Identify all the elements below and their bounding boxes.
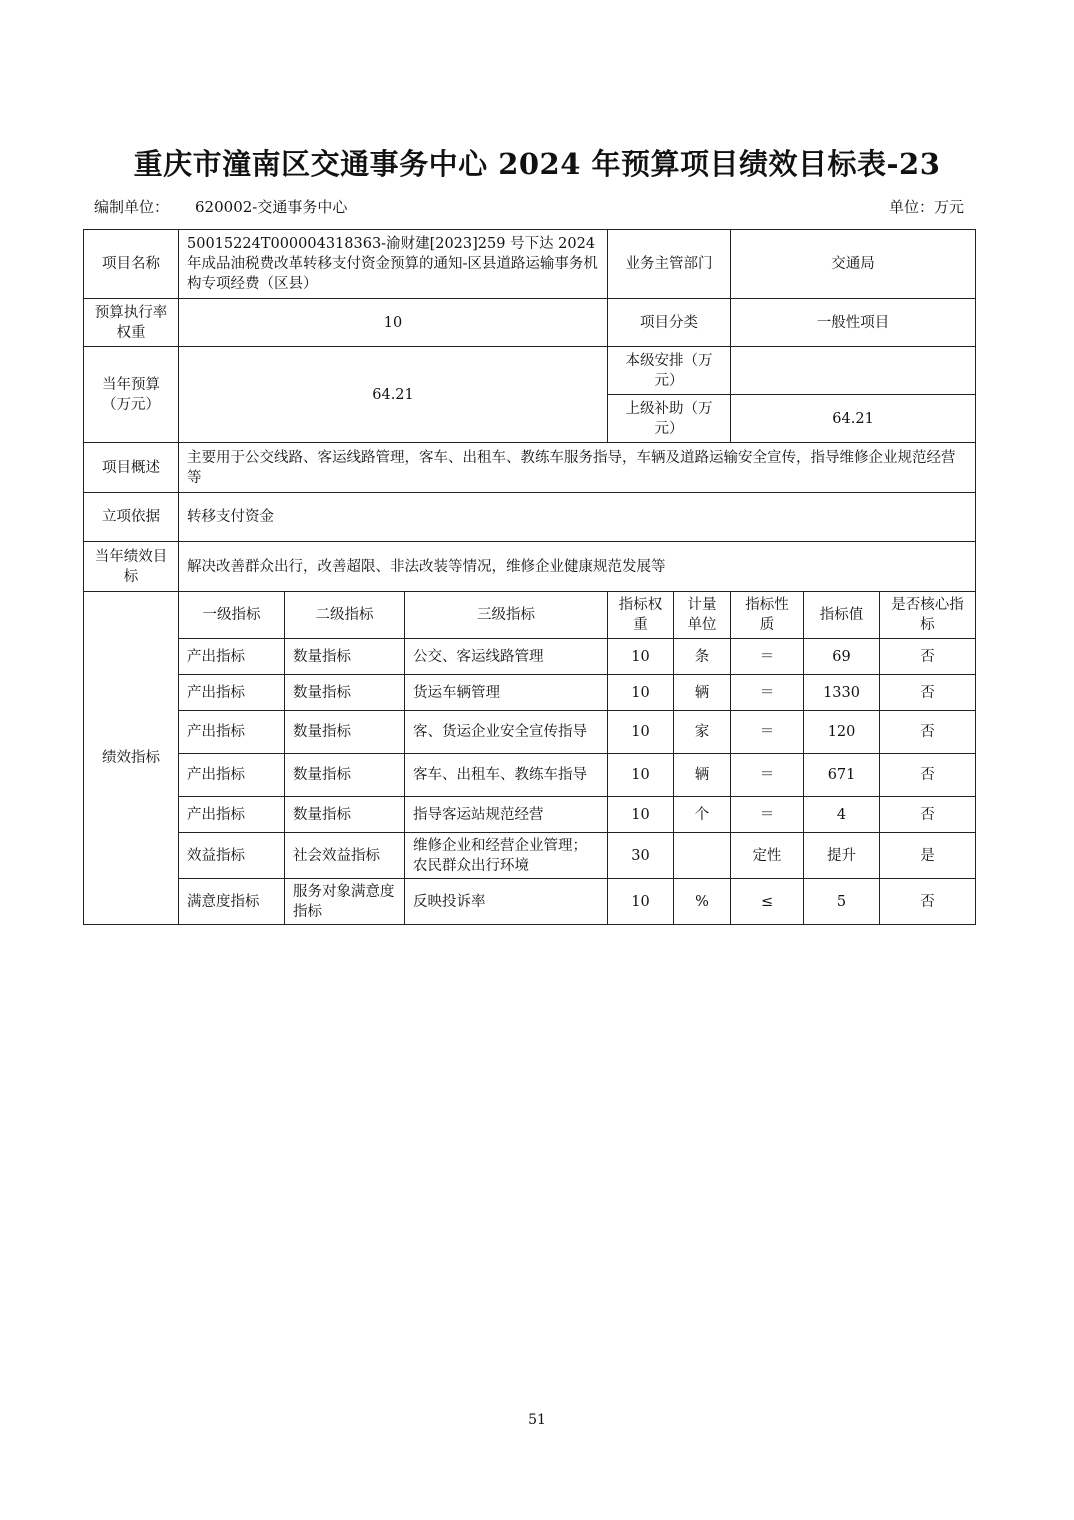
level2-cell: 数量指标: [285, 754, 405, 797]
weight-cell: 10: [608, 879, 674, 925]
goal-value: 解决改善群众出行，改善超限、非法改装等情况，维修企业健康规范发展等: [179, 542, 976, 592]
level3-cell: 指导客运站规范经营: [405, 797, 608, 833]
weight-cell: 30: [608, 833, 674, 879]
header-unit: 计量单位: [674, 592, 731, 639]
table-row: [84, 639, 976, 675]
dept-label: 业务主管部门: [608, 230, 731, 299]
level3-cell: 货运车辆管理: [405, 675, 608, 711]
row-project-name: [84, 230, 976, 299]
goal-label: 当年绩效目标: [84, 542, 179, 592]
compiling-unit-value: 620002-交通事务中心: [195, 198, 348, 216]
table-row: [84, 833, 976, 879]
nature-cell: ＝: [731, 797, 804, 833]
level2-cell: 服务对象满意度指标: [285, 879, 405, 925]
header-weight: 指标权重: [608, 592, 674, 639]
nature-cell: ＝: [731, 754, 804, 797]
table-row: [84, 797, 976, 833]
weight-cell: 10: [608, 675, 674, 711]
level2-cell: 数量指标: [285, 797, 405, 833]
value-cell: 69: [804, 639, 880, 675]
local-value: [731, 347, 976, 395]
core-cell: 否: [880, 797, 976, 833]
level2-cell: 社会效益指标: [285, 833, 405, 879]
core-cell: 否: [880, 754, 976, 797]
category-value: 一般性项目: [731, 299, 976, 347]
header-core: 是否核心指标: [880, 592, 976, 639]
weight-label: 预算执行率权重: [84, 299, 179, 347]
compiling-unit: [94, 196, 347, 217]
header-level2: 二级指标: [285, 592, 405, 639]
performance-target-table: [83, 229, 976, 925]
unit-cell: [674, 833, 731, 879]
weight-cell: 10: [608, 639, 674, 675]
indicator-section-label: 绩效指标: [84, 592, 179, 925]
row-goal: [84, 542, 976, 592]
overview-value: 主要用于公交线路、客运线路管理，客车、出租车、教练车服务指导，车辆及道路运输安全宣传，指导维修企业规范经营等: [179, 443, 976, 493]
header-nature: 指标性质: [731, 592, 804, 639]
value-cell: 4: [804, 797, 880, 833]
level1-cell: 满意度指标: [179, 879, 285, 925]
unit-cell: %: [674, 879, 731, 925]
nature-cell: ＝: [731, 639, 804, 675]
category-label: 项目分类: [608, 299, 731, 347]
page-number: 51: [528, 1412, 546, 1428]
level1-cell: 产出指标: [179, 797, 285, 833]
level3-cell: 公交、客运线路管理: [405, 639, 608, 675]
table-row: [84, 879, 976, 925]
unit-cell: 家: [674, 711, 731, 754]
header-level1: 一级指标: [179, 592, 285, 639]
currency-unit: 单位：万元: [888, 198, 964, 216]
unit-cell: 辆: [674, 754, 731, 797]
nature-cell: ≤: [731, 879, 804, 925]
weight-cell: 10: [608, 711, 674, 754]
nature-cell: ＝: [731, 711, 804, 754]
local-label: 本级安排（万元）: [608, 347, 731, 395]
row-basis: [84, 493, 976, 542]
value-cell: 120: [804, 711, 880, 754]
basis-value: 转移支付资金: [179, 493, 976, 542]
level3-cell: 反映投诉率: [405, 879, 608, 925]
core-cell: 是: [880, 833, 976, 879]
basis-label: 立项依据: [84, 493, 179, 542]
value-cell: 5: [804, 879, 880, 925]
page-title: 重庆市潼南区交通事务中心 2024 年预算项目绩效目标表-23: [133, 147, 941, 181]
unit-cell: 条: [674, 639, 731, 675]
level3-cell: 维修企业和经营企业管理；农民群众出行环境: [405, 833, 608, 879]
value-cell: 671: [804, 754, 880, 797]
header-level3: 三级指标: [405, 592, 608, 639]
dept-value: 交通局: [731, 230, 976, 299]
level1-cell: 产出指标: [179, 675, 285, 711]
row-budget: [84, 347, 976, 395]
weight-cell: 10: [608, 797, 674, 833]
level3-cell: 客车、出租车、教练车指导: [405, 754, 608, 797]
compiling-unit-label: 编制单位：: [94, 198, 170, 216]
level1-cell: 产出指标: [179, 711, 285, 754]
level3-cell: 客、货运企业安全宣传指导: [405, 711, 608, 754]
unit-cell: 辆: [674, 675, 731, 711]
superior-label: 上级补助（万元）: [608, 395, 731, 443]
table-row: [84, 675, 976, 711]
value-cell: 提升: [804, 833, 880, 879]
table-row: [84, 754, 976, 797]
budget-label: 当年预算（万元）: [84, 347, 179, 443]
overview-label: 项目概述: [84, 443, 179, 493]
indicator-header-row: [84, 592, 976, 639]
weight-cell: 10: [608, 754, 674, 797]
nature-cell: ＝: [731, 675, 804, 711]
nature-cell: 定性: [731, 833, 804, 879]
core-cell: 否: [880, 639, 976, 675]
superior-value: 64.21: [731, 395, 976, 443]
level1-cell: 产出指标: [179, 639, 285, 675]
weight-value: 10: [179, 299, 608, 347]
project-name: 50015224T000004318363-渝财建[2023]259 号下达 2024 年成品油税费改革转移支付资金预算的通知-区县道路运输事务机构专项经费（区县）: [179, 230, 608, 299]
level2-cell: 数量指标: [285, 711, 405, 754]
table-row: [84, 711, 976, 754]
level1-cell: 效益指标: [179, 833, 285, 879]
core-cell: 否: [880, 879, 976, 925]
unit-cell: 个: [674, 797, 731, 833]
level1-cell: 产出指标: [179, 754, 285, 797]
level2-cell: 数量指标: [285, 675, 405, 711]
row-weight: [84, 299, 976, 347]
level2-cell: 数量指标: [285, 639, 405, 675]
row-overview: [84, 443, 976, 493]
core-cell: 否: [880, 675, 976, 711]
value-cell: 1330: [804, 675, 880, 711]
core-cell: 否: [880, 711, 976, 754]
header-value: 指标值: [804, 592, 880, 639]
project-name-label: 项目名称: [84, 230, 179, 299]
budget-value: 64.21: [179, 347, 608, 443]
